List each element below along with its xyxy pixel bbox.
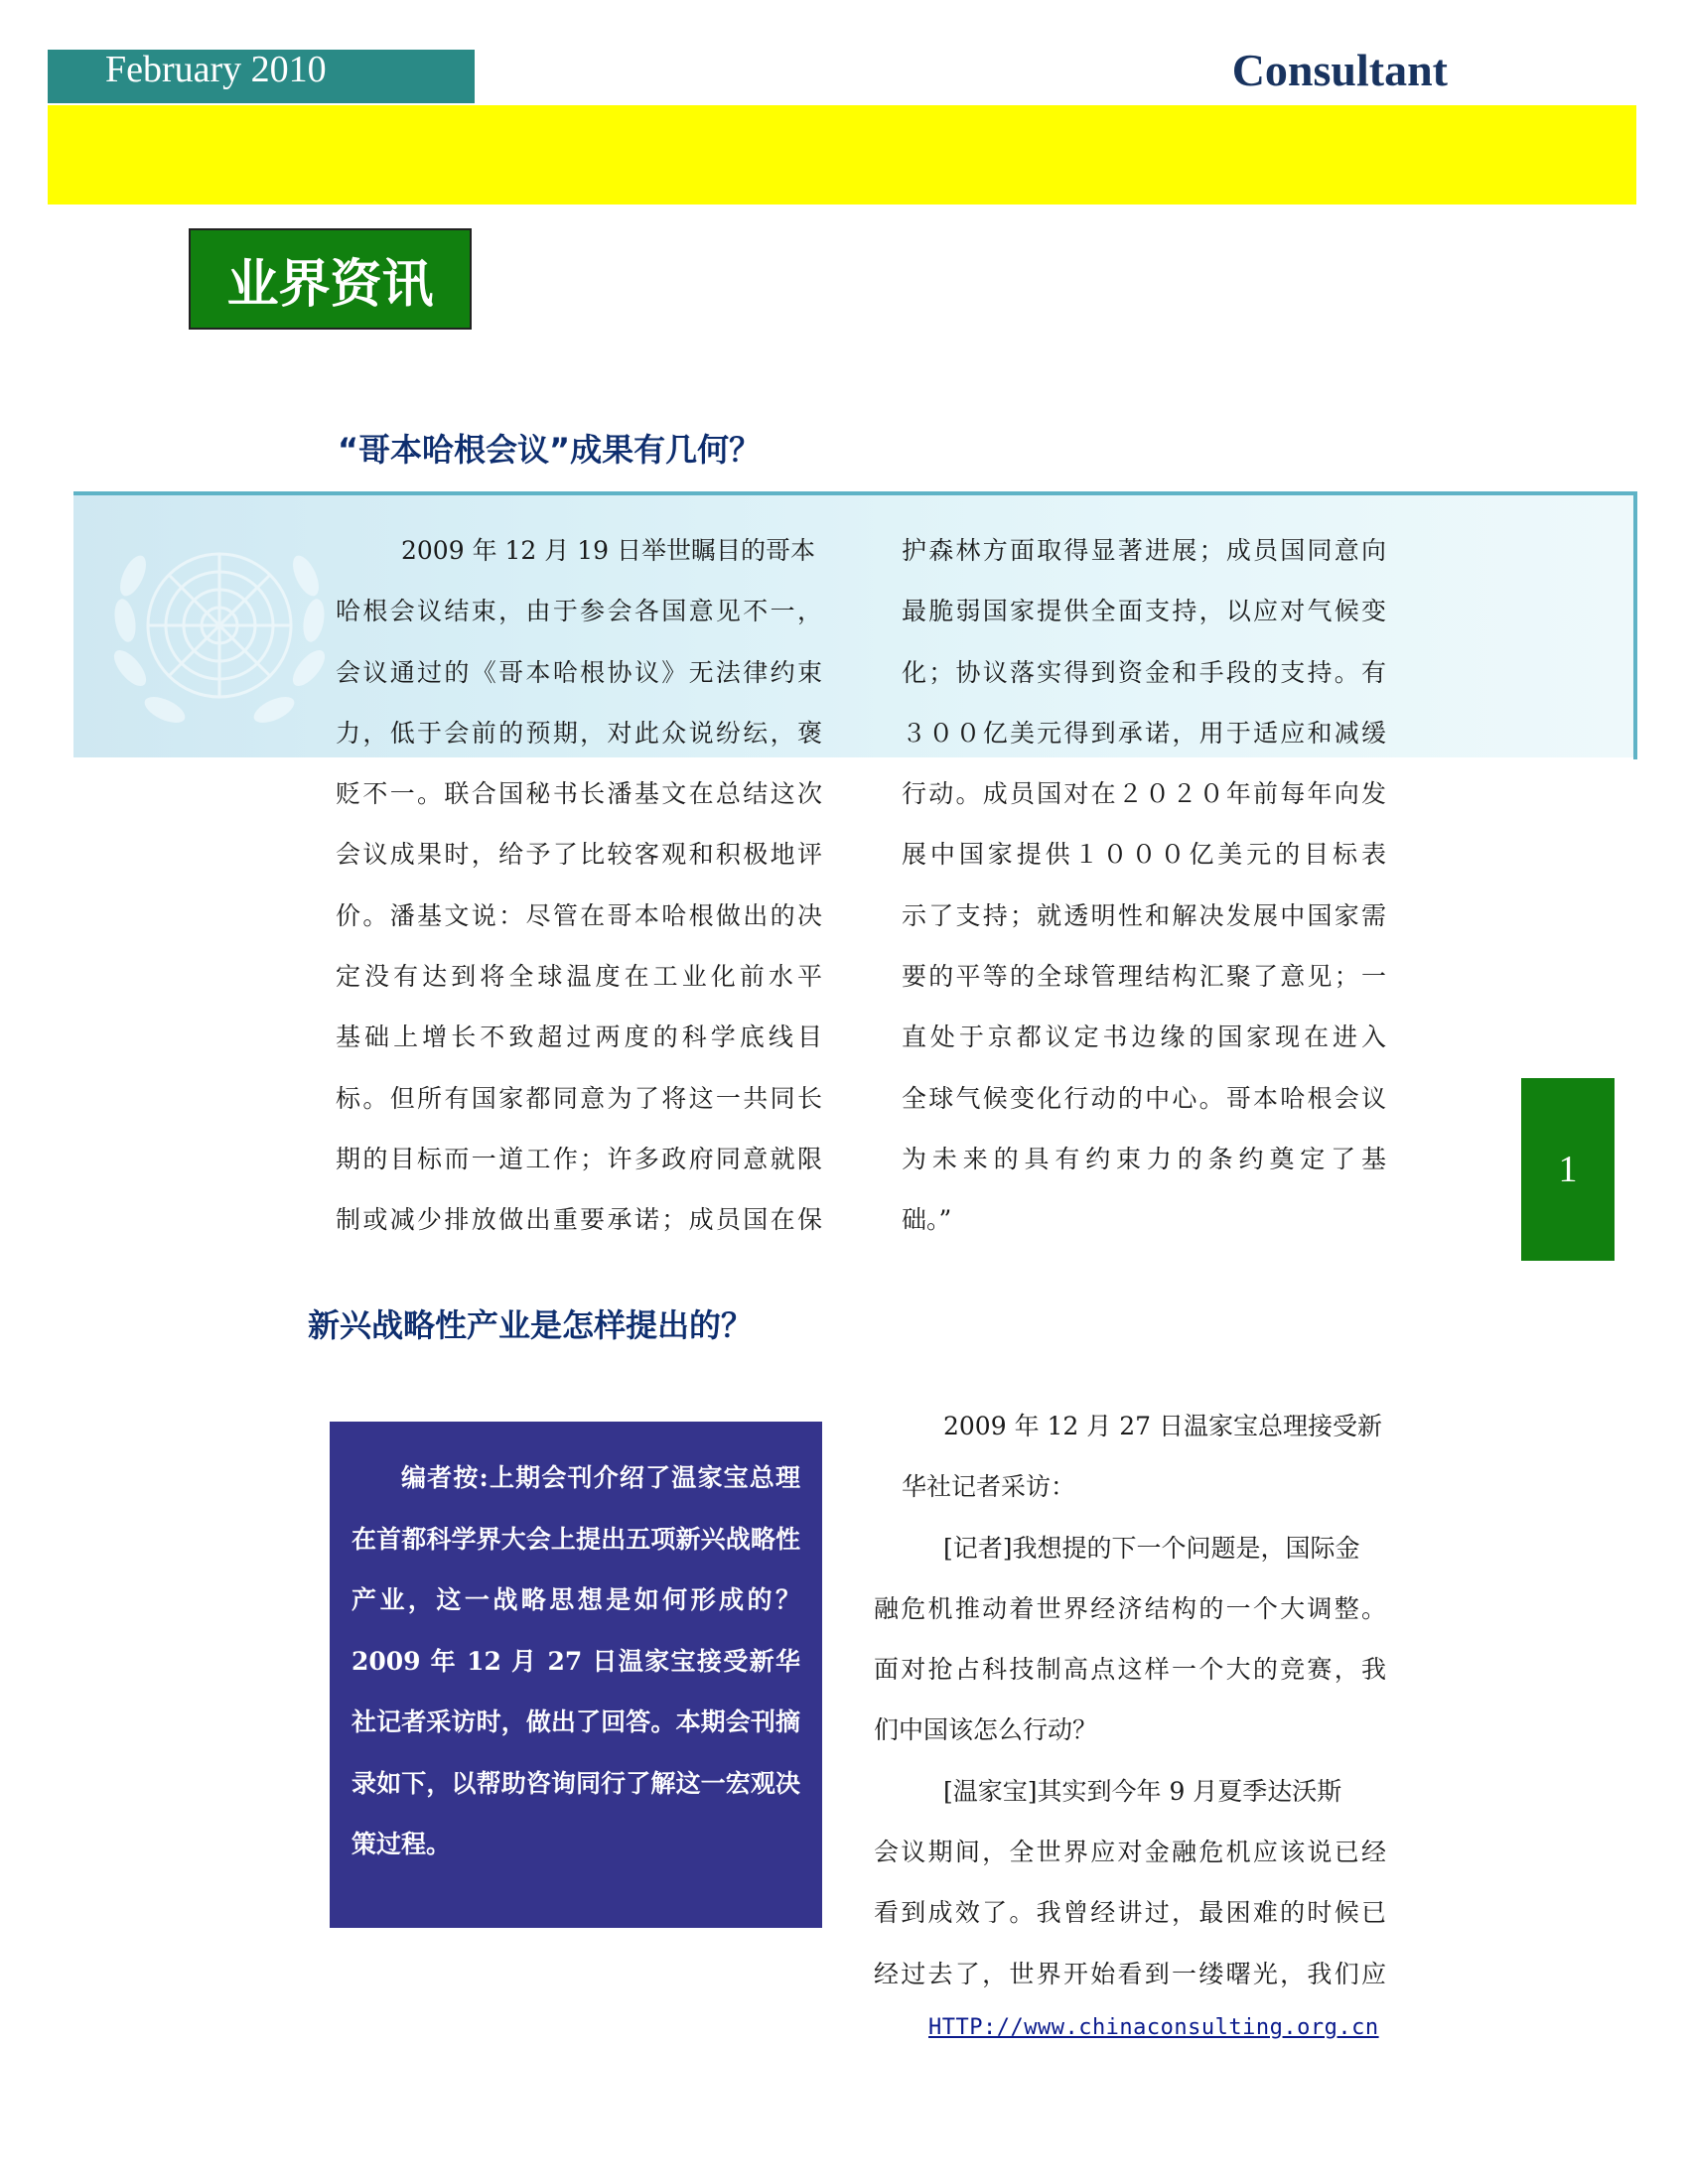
text-line: 制或减少排放做出重要承诺；成员国在保 [336,1205,822,1235]
page-number: 1 [1521,1078,1615,1261]
editor-note-text: 编者按:上期会刊介绍了温家宝总理在首都科学界大会上提出五项新兴战略性产业，这一战略思想是如何形成的？2009 年 12 月 27 日温家宝接受新华社记者采访时，做出了回答。本期会刊摘录如下，以帮助咨询同行了解这一宏观决策过程。 [352,1463,800,1858]
article-title-strategic-industries: 新兴战略性产业是怎样提出的？ [308,1306,754,1344]
text-line: 行动。成员国对在２０２０年前每年向发 [902,779,1386,809]
text-line: 融危机推动着世界经济结构的一个大调整。 [874,1593,1386,1623]
text-line: 华社记者采访： [902,1472,1076,1502]
text-line: 础。” [902,1205,952,1235]
un-emblem-icon [85,501,353,754]
text-line: 标。但所有国家都同意为了将这一共同长 [336,1083,822,1113]
text-line: 力，低于会前的预期，对此众说纷纭，褒 [336,718,822,748]
text-line: 会议通过的《哥本哈根协议》无法律约束 [336,657,822,687]
text-line: 2009 年 12 月 27 日温家宝总理接受新 [943,1412,1382,1440]
text-line: 经过去了，世界开始看到一缕曙光，我们应 [874,1959,1386,1988]
text-line: 定没有达到将全球温度在工业化前水平 [336,962,822,992]
text-line: 会议成果时，给予了比较客观和积极地评 [336,840,822,870]
article1-left-column [336,520,822,1251]
text-line: 2009 年 12 月 19 日举世瞩目的哥本 [401,536,815,565]
text-line: 价。潘基文说：尽管在哥本哈根做出的决 [336,900,822,930]
text-line: 为未来的具有约束力的条约奠定了基 [902,1144,1386,1173]
text-line: 展中国家提供１０００亿美元的目标表 [902,840,1386,870]
article1-right-column [902,520,1386,1251]
text-line: ３００亿美元得到承诺，用于适应和减缓 [902,718,1386,748]
text-line: 面对抢占科技制高点这样一个大的竞赛，我 [874,1655,1386,1685]
editor-note-box [330,1422,822,1928]
header-band [48,105,1636,205]
text-line: [记者]我想提的下一个问题是，国际金 [943,1533,1360,1563]
section-label: 业界资讯 [189,228,472,330]
text-line: 全球气候变化行动的中心。哥本哈根会议 [902,1083,1386,1113]
text-line: 护森林方面取得显著进展；成员国同意向 [902,536,1386,565]
text-line: 期的目标而一道工作；许多政府同意就限 [336,1144,822,1173]
text-line: 最脆弱国家提供全面支持，以应对气候变 [902,597,1386,626]
text-line: 看到成效了。我曾经讲过，最困难的时候已 [874,1898,1386,1928]
text-line: 直处于京都议定书边缘的国家现在进入 [902,1023,1386,1052]
article2-right-column [874,1396,1386,2004]
website-link[interactable]: HTTP://www.chinaconsulting.org.cn [928,2015,1379,2040]
panel-top-rule [73,491,1637,495]
article-title-copenhagen: “哥本哈根会议”成果有几何？ [338,431,762,469]
text-line: 化；协议落实得到资金和手段的支持。有 [902,657,1386,687]
text-line: 们中国该怎么行动？ [874,1715,1098,1745]
text-line: 会议期间，全世界应对金融危机应该说已经 [874,1838,1386,1867]
magazine-name: Consultant [1231,45,1448,95]
text-line: 示了支持；就透明性和解决发展中国家需 [902,900,1386,930]
issue-date: February 2010 [48,50,475,103]
text-line: [温家宝]其实到今年 9 月夏季达沃斯 [943,1776,1342,1806]
text-line: 哈根会议结束，由于参会各国意见不一， [336,597,822,626]
text-line: 要的平等的全球管理结构汇聚了意见；一 [902,962,1386,992]
text-line: 基础上增长不致超过两度的科学底线目 [336,1023,822,1052]
panel-right-rule [1633,491,1637,759]
text-line: 贬不一。联合国秘书长潘基文在总结这次 [336,779,822,809]
